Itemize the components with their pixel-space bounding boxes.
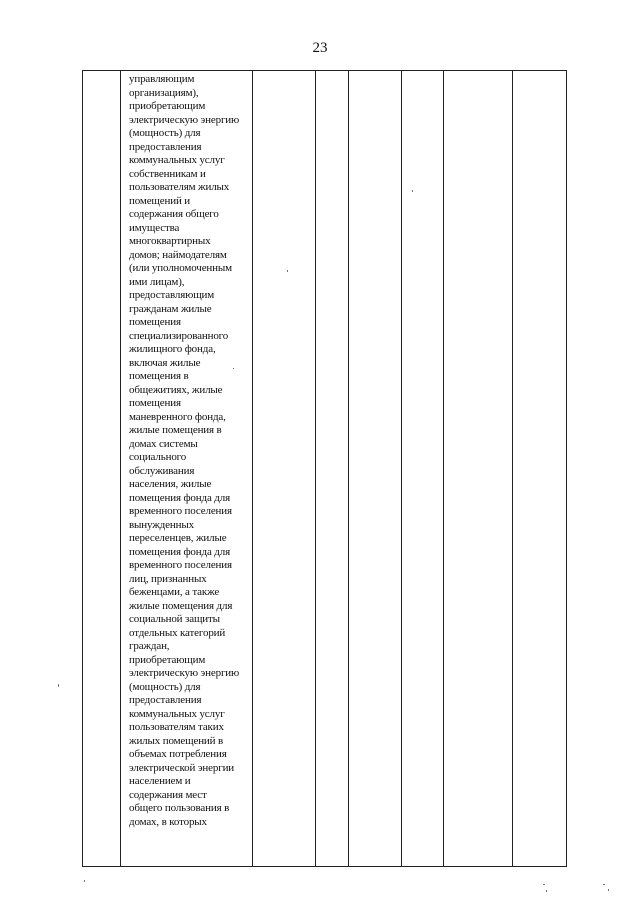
table-cell-text: управляющим организациям), приобретающим электрическую энергию (мощность) для предоставления коммунальных услуг собственникам и пользователям жилых помещений и содержания общего имущества многоквартирных домов; наймодателям (или уполномоченным ими лицам), предоставляющим гражданам жилые помещения специализированного жилищного фонда, включая жилые помещения в общежитиях, жилые помещения маневренного фонда, жилые помещения в домах системы социального обслуживания населения, жилые помещения фонда для временного поселения вынужденных переселенцев, жилые помещения фонда для временного поселения лиц, признанных беженцами, а также жилые помещения для социальной защиты отдельных категорий граждан, приобретающим электрическую энергию (мощность) для предоставления коммунальных услуг пользователям таких жилых помещений в объемах потребления электрической энергии населением и содержания мест общего пользования в домах, в которых bbox=[129, 73, 240, 828]
page-number: 23 bbox=[312, 40, 328, 56]
scan-speck bbox=[543, 884, 545, 885]
column-divider bbox=[120, 71, 121, 866]
column-divider bbox=[401, 71, 402, 866]
scan-speck bbox=[287, 270, 288, 272]
column-divider bbox=[315, 71, 316, 866]
scan-speck bbox=[546, 890, 547, 892]
scan-speck bbox=[58, 684, 59, 687]
data-table bbox=[82, 70, 567, 867]
column-divider bbox=[512, 71, 513, 866]
scan-speck bbox=[412, 190, 413, 192]
scan-speck bbox=[608, 889, 609, 891]
scan-speck bbox=[84, 880, 85, 882]
column-divider bbox=[348, 71, 349, 866]
scan-speck bbox=[603, 884, 605, 885]
scan-speck bbox=[233, 368, 234, 369]
column-divider bbox=[443, 71, 444, 866]
